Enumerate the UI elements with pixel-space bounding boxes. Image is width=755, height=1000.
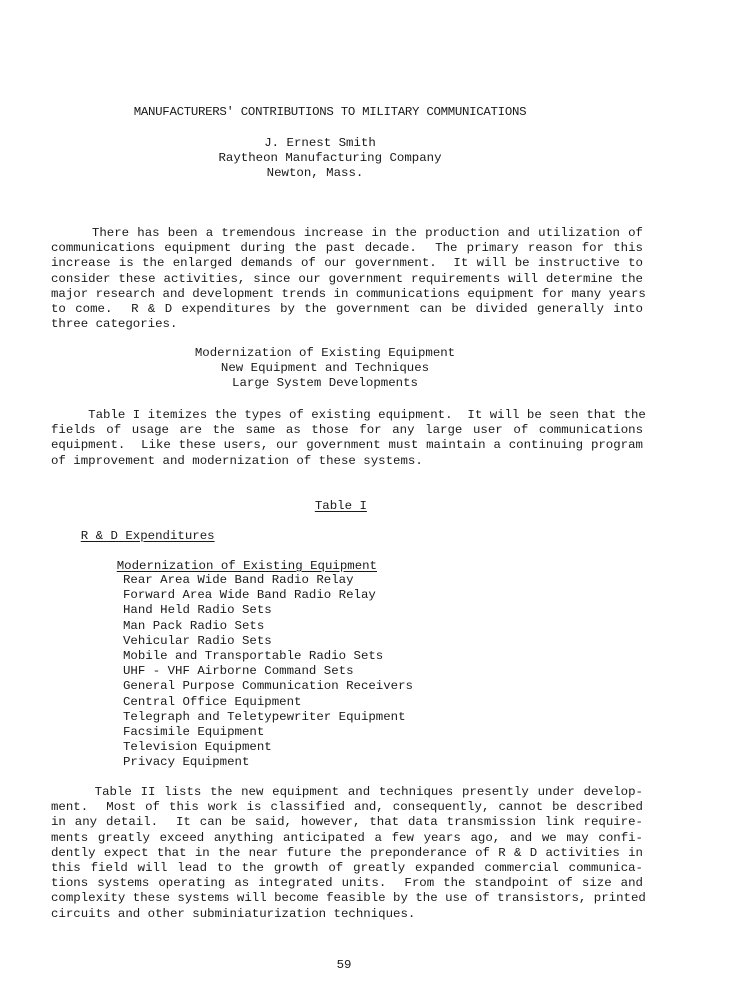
category-item: New Equipment and Techniques bbox=[220, 361, 430, 376]
paragraph-line: communications equipment during the past decade. The primary reason for this bbox=[51, 241, 643, 256]
paragraph-line: circuits and other subminiaturization techniques. bbox=[51, 906, 416, 921]
list-item: UHF - VHF Airborne Command Sets bbox=[123, 664, 354, 679]
paragraph-line: dently expect that in the near future the preponderance of R & D activities in bbox=[51, 845, 643, 860]
paragraph-line: tions systems operating as integrated units. From the standpoint of size and bbox=[51, 876, 643, 891]
paragraph-line: fields of usage are the same as those for any large user of communications bbox=[51, 423, 643, 438]
paragraph-line: of improvement and modernization of these systems. bbox=[51, 453, 423, 468]
category-item: Modernization of Existing Equipment bbox=[194, 346, 456, 360]
list-item: Vehicular Radio Sets bbox=[123, 633, 272, 648]
category-item: Large System Developments bbox=[232, 376, 418, 391]
rd-expenditures-heading: R & D Expenditures bbox=[80, 529, 215, 543]
paragraph-line: increase is the enlarged demands of our government. It will be instructive to bbox=[51, 256, 643, 271]
modernization-heading: Modernization of Existing Equipment bbox=[116, 559, 377, 573]
paragraph-intro bbox=[51, 226, 646, 332]
paragraph-line: There has been a tremendous increase in the production and utilization of bbox=[51, 226, 643, 240]
page-number: 59 bbox=[336, 958, 352, 972]
paragraph-line: consider these activities, since our government requirements will determine the bbox=[51, 271, 643, 286]
equipment-list bbox=[123, 573, 413, 770]
paragraph-line: ments greatly exceed anything anticipated a few years ago, and we may confi- bbox=[51, 830, 643, 845]
list-item: Mobile and Transportable Radio Sets bbox=[123, 648, 384, 663]
paragraph-line: three categories. bbox=[51, 317, 178, 332]
paragraph-line: complexity these systems will become feasible by the use of transistors, printed bbox=[51, 891, 646, 906]
list-item: Hand Held Radio Sets bbox=[123, 603, 272, 618]
list-item: Central Office Equipment bbox=[123, 694, 302, 709]
list-item: Facsimile Equipment bbox=[123, 724, 265, 739]
paragraph-line: Table II lists the new equipment and techniques presently under develop- bbox=[51, 785, 643, 799]
paragraph-line: this field will lead to the growth of greatly expanded commercial communica- bbox=[51, 860, 643, 875]
list-item: Television Equipment bbox=[123, 740, 272, 755]
paragraph-line: equipment. Like these users, our government must maintain a continuing program bbox=[51, 438, 643, 453]
paragraph-line: to come. R & D expenditures by the government can be divided generally into bbox=[51, 301, 643, 316]
paragraph-line: major research and development trends in communications equipment for many years bbox=[51, 286, 646, 301]
list-item: General Purpose Communication Receivers bbox=[123, 679, 413, 694]
paragraph-line: Table I itemizes the types of existing equipment. It will be seen that the bbox=[51, 408, 646, 422]
page-title: MANUFACTURERS' CONTRIBUTIONS TO MILITARY COMMUNICATIONS bbox=[133, 105, 527, 119]
list-item: Privacy Equipment bbox=[123, 755, 250, 770]
list-item: Man Pack Radio Sets bbox=[123, 618, 265, 633]
list-item: Forward Area Wide Band Radio Relay bbox=[123, 588, 376, 603]
author-location: Newton, Mass. bbox=[266, 166, 364, 180]
paragraph-line: in any detail. It can be said, however, that data transmission link require- bbox=[51, 815, 643, 830]
paragraph-line: ment. Most of this work is classified and, consequently, cannot be described bbox=[51, 800, 643, 815]
category-list bbox=[0, 346, 650, 392]
author-name: J. Ernest Smith bbox=[264, 136, 376, 150]
paragraph-table-two bbox=[51, 785, 646, 922]
table-title: Table I bbox=[314, 499, 367, 513]
list-item: Rear Area Wide Band Radio Relay bbox=[123, 573, 354, 587]
paragraph-table-intro bbox=[51, 408, 646, 469]
list-item: Telegraph and Teletypewriter Equipment bbox=[123, 709, 406, 724]
author-company: Raytheon Manufacturing Company bbox=[218, 151, 442, 165]
